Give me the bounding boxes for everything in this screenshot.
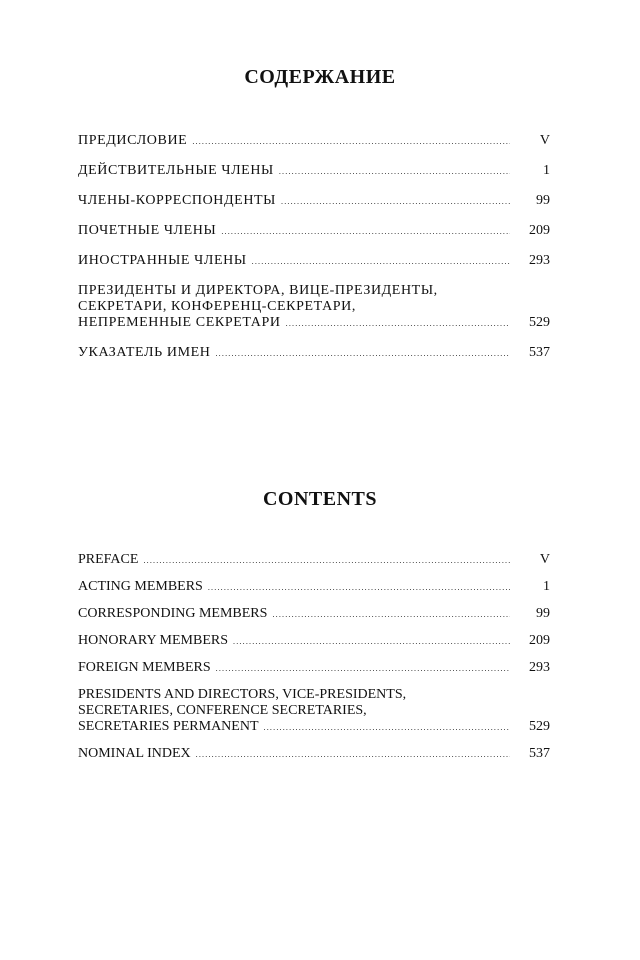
- dot-leader: [143, 557, 510, 565]
- dot-leader: [192, 138, 510, 146]
- toc-entry-label-line: ПРЕЗИДЕНТЫ И ДИРЕКТОРА, ВИЦЕ-ПРЕЗИДЕНТЫ,: [78, 283, 438, 298]
- dot-leader: [272, 611, 510, 619]
- toc-entry-label: ИНОСТРАННЫЕ ЧЛЕНЫ: [78, 253, 247, 268]
- toc-entry-corresponding-members-en[interactable]: [78, 606, 550, 622]
- toc-page-number: 529: [529, 315, 550, 330]
- russian-table-of-contents: [78, 133, 550, 375]
- dot-leader: [216, 665, 510, 673]
- dot-leader: [264, 724, 510, 732]
- toc-entry-nominal-index-en[interactable]: [78, 746, 550, 762]
- toc-entry-label-line: SECRETARIES, CONFERENCE SECRETARIES,: [78, 703, 367, 718]
- toc-entry-label: FOREIGN MEMBERS: [78, 660, 211, 675]
- toc-entry-foreign-members-ru[interactable]: [78, 253, 550, 269]
- toc-page-number: V: [539, 552, 550, 567]
- dot-leader: [252, 258, 510, 266]
- toc-entry-honorary-members-ru[interactable]: [78, 223, 550, 239]
- toc-page-number: 537: [529, 746, 550, 761]
- toc-entry-label: ПОЧЕТНЫЕ ЧЛЕНЫ: [78, 223, 217, 238]
- toc-page-number: 529: [529, 719, 550, 734]
- toc-entry-presidents-en[interactable]: [78, 687, 550, 735]
- toc-entry-acting-members-ru[interactable]: [78, 163, 550, 179]
- toc-entry-corresponding-members-ru[interactable]: [78, 193, 550, 209]
- dot-leader: [196, 751, 510, 759]
- toc-entry-label: УКАЗАТЕЛЬ ИМЕН: [78, 345, 211, 360]
- toc-entry-preface-ru[interactable]: [78, 133, 550, 149]
- toc-entry-preface-en[interactable]: [78, 552, 550, 568]
- toc-page-number: 209: [529, 223, 550, 238]
- toc-entry-label: ПРЕДИСЛОВИЕ: [78, 133, 188, 148]
- russian-contents-title: СОДЕРЖАНИЕ: [244, 66, 396, 88]
- toc-page-number: 537: [529, 345, 550, 360]
- toc-entry-label: ДЕЙСТВИТЕЛЬНЫЕ ЧЛЕНЫ: [78, 163, 274, 178]
- toc-page-number: 99: [536, 606, 550, 621]
- dot-leader: [286, 320, 510, 328]
- toc-page-number: V: [539, 133, 550, 148]
- toc-entry-label-line: SECRETARIES PERMANENT: [78, 719, 259, 734]
- dot-leader: [221, 228, 510, 236]
- toc-page-number: 1: [543, 579, 550, 594]
- toc-entry-name-index-ru[interactable]: [78, 345, 550, 361]
- toc-entry-label: CORRESPONDING MEMBERS: [78, 606, 268, 621]
- dot-leader: [281, 198, 510, 206]
- toc-entry-label: HONORARY MEMBERS: [78, 633, 229, 648]
- toc-page-number: 293: [529, 253, 550, 268]
- toc-entry-label-line: НЕПРЕМЕННЫЕ СЕКРЕТАРИ: [78, 315, 281, 330]
- toc-entry-label: ACTING MEMBERS: [78, 579, 203, 594]
- dot-leader: [215, 350, 510, 358]
- toc-entry-foreign-members-en[interactable]: [78, 660, 550, 676]
- dot-leader: [233, 638, 510, 646]
- toc-entry-label: NOMINAL INDEX: [78, 746, 191, 761]
- toc-page-number: 293: [529, 660, 550, 675]
- toc-page-number: 99: [536, 193, 550, 208]
- dot-leader: [279, 168, 510, 176]
- toc-entry-label: PREFACE: [78, 552, 139, 567]
- toc-page-number: 209: [529, 633, 550, 648]
- toc-entry-presidents-ru[interactable]: [78, 283, 550, 331]
- toc-entry-honorary-members-en[interactable]: [78, 633, 550, 649]
- toc-entry-label: ЧЛЕНЫ-КОРРЕСПОНДЕНТЫ: [78, 193, 276, 208]
- toc-page-number: 1: [543, 163, 550, 178]
- toc-entry-acting-members-en[interactable]: [78, 579, 550, 595]
- toc-entry-label-line: СЕКРЕТАРИ, КОНФЕРЕНЦ-СЕКРЕТАРИ,: [78, 299, 356, 314]
- toc-entry-label-line: PRESIDENTS AND DIRECTORS, VICE-PRESIDENTS,: [78, 687, 407, 702]
- dot-leader: [208, 584, 510, 592]
- english-contents-title: CONTENTS: [262, 488, 378, 510]
- english-table-of-contents: [78, 552, 550, 773]
